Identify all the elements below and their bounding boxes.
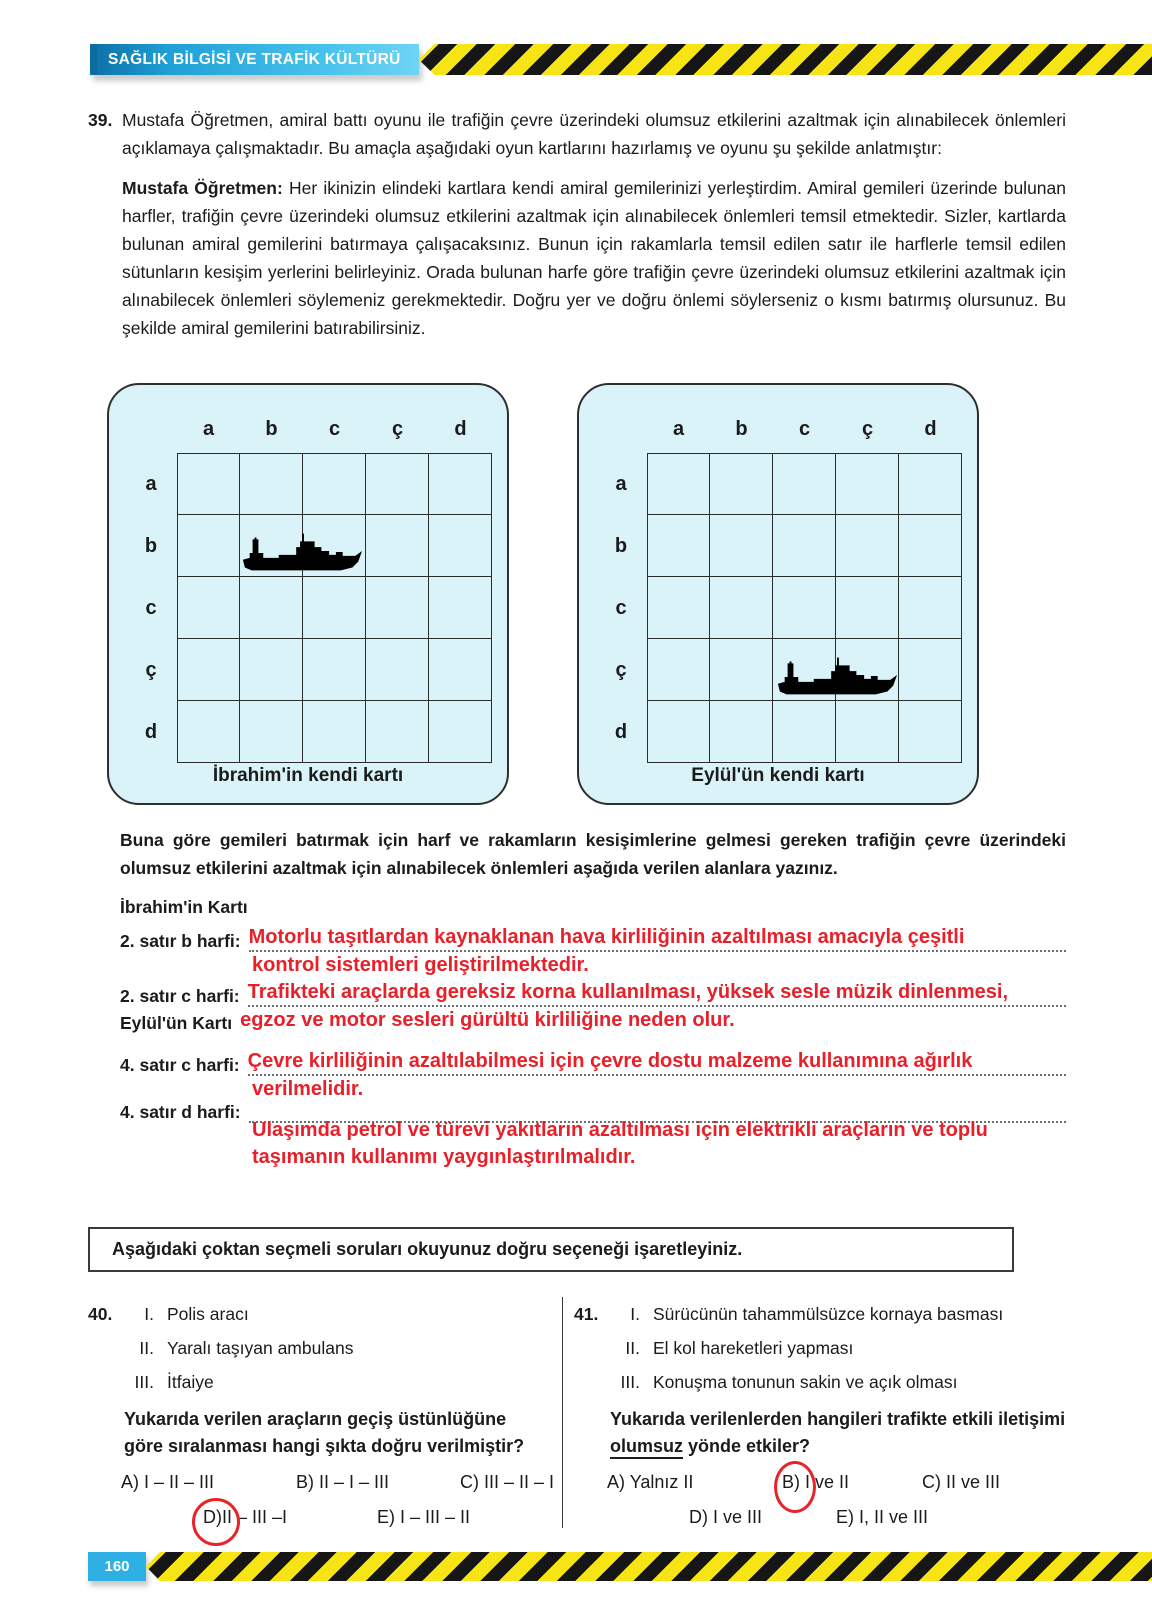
option-row	[689, 1507, 1066, 1528]
item-text: Konuşma tonunun sakin ve açık olması	[653, 1372, 958, 1393]
footer-band	[88, 1552, 1152, 1581]
option-a	[121, 1472, 296, 1493]
option-b	[296, 1472, 460, 1493]
option-text: I, II ve III	[859, 1507, 929, 1528]
option-letter: A)	[121, 1472, 139, 1493]
underlined-word: olumsuz	[610, 1436, 683, 1459]
grid-cell	[240, 701, 303, 763]
item-row	[88, 1331, 550, 1365]
page-title: SAĞLIK BİLGİSİ VE TRAFİK KÜLTÜRÜ	[90, 44, 419, 75]
grid-cell	[240, 577, 303, 639]
grid-row-label: ç	[145, 658, 157, 681]
answers-section	[120, 893, 1066, 1170]
grid-cell	[429, 639, 492, 701]
grid-cell	[366, 515, 429, 577]
answer-label: 4. satır d harfi:	[120, 1102, 241, 1123]
question-41	[562, 1297, 1066, 1528]
grid-cell	[303, 453, 366, 515]
grid-cell	[177, 515, 240, 577]
grid-cell	[899, 515, 962, 577]
roman-numeral: III.	[620, 1372, 640, 1393]
answer-card-title-ibrahim: İbrahim'in Kartı	[120, 897, 248, 917]
roman-numeral: I.	[630, 1304, 640, 1324]
teacher-paragraph	[122, 174, 1066, 342]
answer-text: Çevre kirliliğinin azaltılabilmesi için çevre dostu malzeme kullanımına ağırlık	[248, 1048, 1066, 1076]
grid-cell	[647, 577, 710, 639]
item-row	[88, 1365, 550, 1399]
answer-text: kontrol sistemleri geliştirilmektedir.	[252, 954, 589, 977]
grid-cell	[366, 577, 429, 639]
question-number: 39.	[88, 110, 113, 130]
grid-cell	[647, 453, 710, 515]
option-row	[607, 1472, 1066, 1493]
question-intro: Mustafa Öğretmen, amiral battı oyunu ile trafiğin çevre üzerindeki olumsuz etkilerini azaltmak için alınabilecek önlemleri açıklamaya çalışmaktadır. Bu amaçla aşağıdaki oyun kartlarını hazırlamış ve oyunu şu şekilde anlatmıştır:	[122, 110, 1066, 158]
option-letter: A)	[607, 1472, 625, 1493]
option-e	[377, 1507, 470, 1528]
teacher-label: Mustafa Öğretmen:	[122, 178, 283, 198]
grid-row-label: c	[615, 596, 627, 619]
grid-cell	[303, 701, 366, 763]
item-text: El kol hareketleri yapması	[653, 1338, 854, 1359]
grid-cell	[836, 453, 899, 515]
answer-circle: B)	[782, 1472, 800, 1493]
option-text: III – II – I	[484, 1472, 555, 1493]
grid-row-label: c	[145, 596, 157, 619]
option-text: I – III – II	[400, 1507, 471, 1528]
option-a	[607, 1472, 782, 1493]
option-letter: C)	[460, 1472, 479, 1493]
item-text: Polis aracı	[167, 1304, 249, 1324]
option-row	[121, 1472, 555, 1493]
grid-cell	[710, 515, 773, 577]
grid-cell	[366, 453, 429, 515]
answer-text: Ulaşımda petrol ve türevi yakıtların azaltılması için elektrikli araçların ve toplu	[252, 1119, 988, 1142]
option-text: Yalnız II	[629, 1472, 694, 1493]
grid-cell	[710, 701, 773, 763]
grid-cell	[710, 453, 773, 515]
item-text: Sürücünün tahammülsüzce kornaya basması	[653, 1304, 1004, 1324]
teacher-text: Her ikinizin elindeki kartlara kendi amiral gemilerinizi yerleştirdim. Amiral gemileri üzerinde bulunan harfler, trafiğin çevre üzerindeki olumsuz etkilerini azaltmak için alınabilecek önlemleri temsil etmektedir. Sizler, kartlarda bulunan amiral gemilerini batırmaya çalışacaksınız. Bunun için rakamlarla temsil edilen satır ile harflerle temsil edilen sütunların kesişim yerlerini belirleyiniz. Orada bulunan harfe göre trafiğin çevre üzerindeki olumsuz etkilerini azaltmak için alınabilecek önlemleri söylemeniz gerekmektedir. Doğru yer ve doğru önlemi söylerseniz o kısmı batırmış olursunuz. Bu şekilde amiral gemilerini batırabilirsiniz.	[122, 178, 1067, 338]
card-grid	[125, 405, 492, 763]
option-d	[689, 1507, 836, 1528]
grid-cell	[177, 453, 240, 515]
grid-row-label: a	[145, 472, 157, 495]
option-text: II – I – III	[319, 1472, 390, 1493]
option-c	[922, 1472, 1000, 1493]
grid-cell	[773, 515, 836, 577]
grid-corner	[595, 405, 647, 453]
hazard-stripe-top	[419, 44, 1152, 75]
roman-numeral: II.	[625, 1338, 640, 1359]
answer-row	[120, 1007, 1066, 1033]
item-row	[574, 1297, 1066, 1331]
answer-text: egzoz ve motor sesleri gürültü kirliliğine neden olur.	[240, 1009, 735, 1032]
grid-cell	[899, 639, 962, 701]
grid-cell	[647, 701, 710, 763]
game-cards	[107, 383, 979, 805]
option-row	[203, 1507, 550, 1528]
item-row	[88, 1297, 550, 1331]
answer-text: taşımanın kullanımı yaygınlaştırılmalıdır.	[252, 1145, 636, 1168]
grid-cell	[710, 639, 773, 701]
roman-numeral: I.	[144, 1304, 154, 1324]
grid-cell	[240, 453, 303, 515]
question-number: 40.	[88, 1304, 113, 1324]
grid-cell	[303, 639, 366, 701]
grid-cell	[836, 577, 899, 639]
item-text: İtfaiye	[167, 1372, 214, 1393]
option-text: II ve III	[946, 1472, 1001, 1493]
grid-cell	[429, 515, 492, 577]
grid-cell	[836, 701, 899, 763]
option-c	[460, 1472, 554, 1493]
grid-cell	[773, 453, 836, 515]
option-e	[836, 1507, 928, 1528]
grid-corner	[125, 405, 177, 453]
mc-questions	[88, 1297, 1066, 1528]
grid-column-label: b	[265, 417, 278, 440]
option-text: II – III –I	[222, 1507, 288, 1528]
answer-text: Trafikteki araçlarda gereksiz korna kullanılması, yüksek sesle müzik dinlenmesi,	[248, 979, 1066, 1007]
grid-cell	[366, 701, 429, 763]
grid-cell	[710, 577, 773, 639]
grid-cell	[429, 577, 492, 639]
question-40	[88, 1297, 562, 1528]
grid-column-label: ç	[861, 417, 874, 440]
grid-column-label: ç	[391, 417, 404, 440]
answer-row	[120, 1048, 1066, 1076]
answer-circle: D)	[203, 1507, 222, 1528]
card-caption: Eylül'ün kendi kartı	[691, 765, 865, 786]
option-d	[203, 1507, 377, 1528]
game-card-eylul	[577, 383, 979, 805]
grid-cell	[177, 701, 240, 763]
grid-cell	[303, 577, 366, 639]
item-row	[574, 1365, 1066, 1399]
game-card-ibrahim	[107, 383, 509, 805]
grid-cell	[899, 453, 962, 515]
answer-text: verilmelidir.	[252, 1077, 364, 1100]
grid-row-label: d	[614, 720, 628, 743]
page-number-badge: 160	[88, 1552, 146, 1581]
grid-column-label: d	[924, 417, 937, 440]
option-b	[782, 1472, 922, 1493]
grid-cell	[429, 701, 492, 763]
grid-column-label: d	[454, 417, 467, 440]
battleship-icon	[775, 655, 899, 697]
option-letter: E)	[377, 1507, 395, 1528]
option-text: I ve II	[805, 1472, 850, 1493]
answer-row	[120, 924, 1066, 952]
grid-cell	[429, 453, 492, 515]
header-band	[90, 44, 1152, 75]
grid-cell	[773, 577, 836, 639]
grid-cell	[899, 577, 962, 639]
answer-card-title-eylul: Eylül'ün Kartı	[120, 1012, 233, 1033]
item-text: Yaralı taşıyan ambulans	[167, 1338, 354, 1359]
grid-column-label: b	[735, 417, 748, 440]
grid-row-label: d	[144, 720, 158, 743]
grid-cell	[773, 701, 836, 763]
mc-instruction-box: Aşağıdaki çoktan seçmeli soruları okuyunuz doğru seçeneği işaretleyiniz.	[88, 1227, 1014, 1272]
roman-numeral: II.	[139, 1338, 154, 1359]
question-39	[88, 106, 1066, 342]
grid-row-label: ç	[615, 658, 627, 681]
answer-label: 2. satır b harfi:	[120, 931, 241, 952]
question-number: 41.	[574, 1304, 599, 1324]
grid-column-label: a	[202, 417, 215, 440]
grid-cell	[240, 639, 303, 701]
card-grid	[595, 405, 962, 763]
grid-column-label: a	[672, 417, 685, 440]
question-stem: Yukarıda verilenlerden hangileri trafikte etkili iletişimi olumsuz yönde etkiler?	[610, 1406, 1066, 1460]
option-text: I – II – III	[144, 1472, 215, 1493]
option-text: I ve III	[713, 1507, 763, 1528]
grid-cell	[177, 577, 240, 639]
card-caption: İbrahim'in kendi kartı	[212, 765, 404, 786]
item-row	[574, 1331, 1066, 1365]
grid-column-label: c	[328, 417, 341, 440]
grid-column-label: c	[798, 417, 811, 440]
answer-row	[120, 979, 1066, 1007]
answer-text: Motorlu taşıtlardan kaynaklanan hava kirliliğinin azaltılması amacıyla çeşitli	[249, 924, 1066, 952]
option-letter: E)	[836, 1507, 854, 1528]
question-stem: Yukarıda verilen araçların geçiş üstünlüğüne göre sıralanması hangi şıkta doğru verilmiştir?	[124, 1409, 525, 1457]
option-letter: B)	[296, 1472, 314, 1493]
grid-cell	[836, 515, 899, 577]
option-letter: C)	[922, 1472, 941, 1493]
battleship-icon	[240, 531, 364, 573]
option-letter: D)	[689, 1507, 708, 1528]
grid-cell	[899, 701, 962, 763]
roman-numeral: III.	[134, 1372, 154, 1393]
answer-label: 2. satır c harfi:	[120, 986, 240, 1007]
grid-cell	[366, 639, 429, 701]
followup-paragraph: Buna göre gemileri batırmak için harf ve rakamların kesişimlerine gelmesi gereken trafiğin çevre üzerindeki olumsuz etkilerini azaltmak için alınabilecek önlemleri aşağıda verilen alanlara yazınız.	[120, 830, 1066, 878]
hazard-stripe-bottom	[146, 1552, 1152, 1581]
grid-cell	[647, 515, 710, 577]
grid-row-label: b	[144, 534, 158, 557]
grid-cell	[177, 639, 240, 701]
answer-label: 4. satır c harfi:	[120, 1054, 240, 1075]
grid-row-label: a	[615, 472, 627, 495]
grid-row-label: b	[614, 534, 628, 557]
grid-cell	[647, 639, 710, 701]
